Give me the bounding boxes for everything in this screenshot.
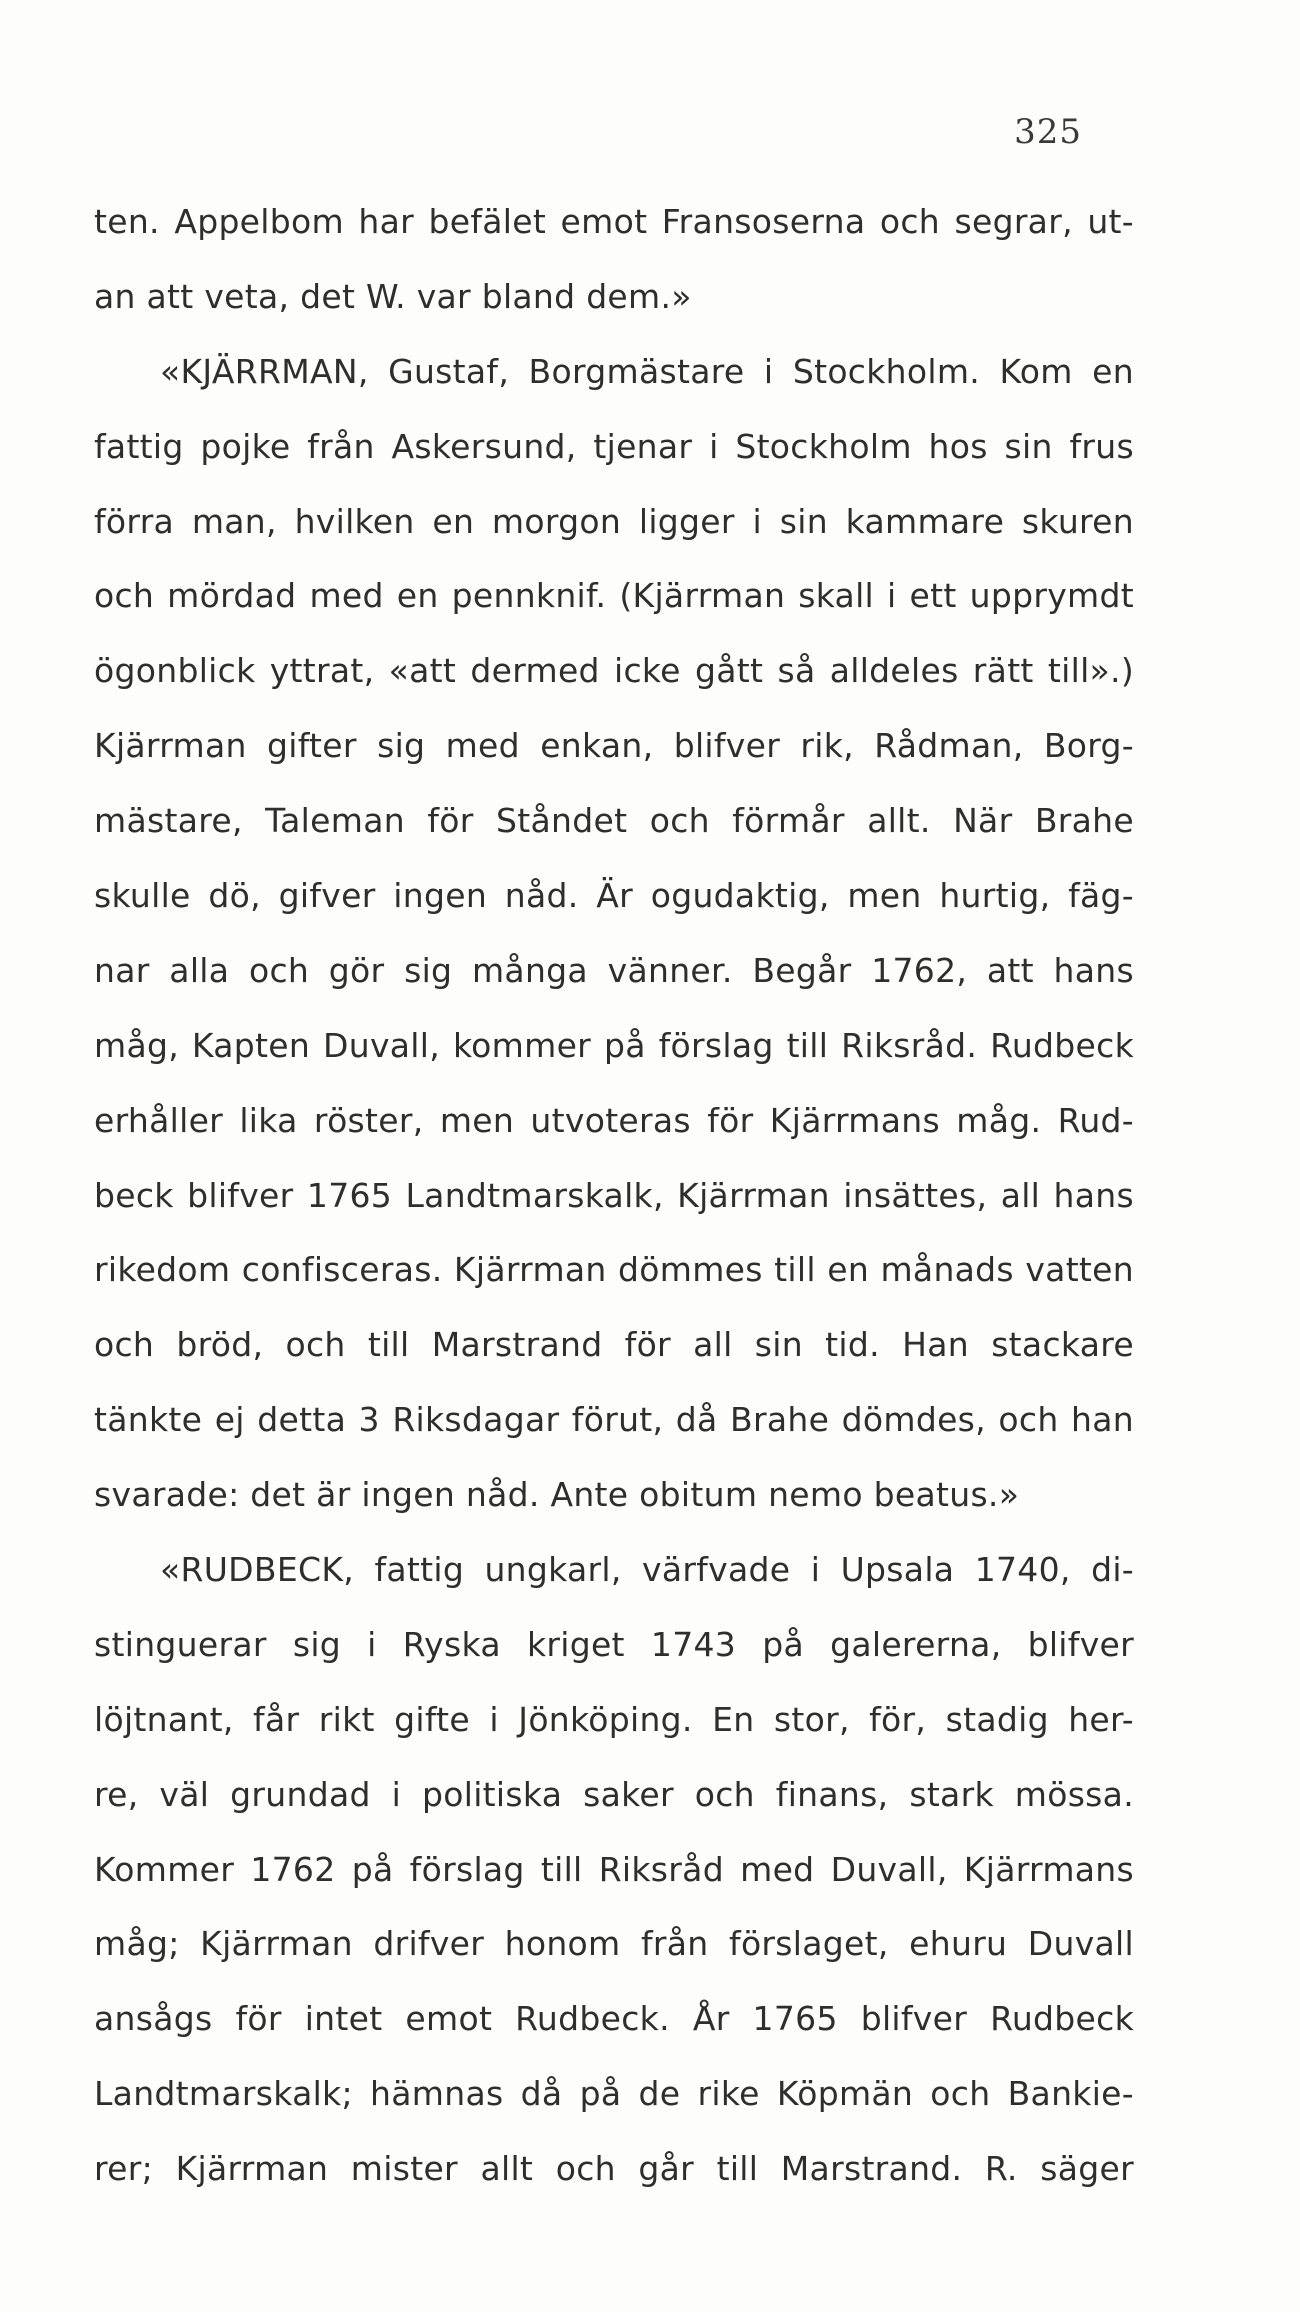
text-line: Kommer 1762 på förslag till Riksråd med Duvall, Kjärrmans	[94, 1849, 1134, 1889]
page-number: 325	[1014, 112, 1082, 152]
text-line: stinguerar sig i Ryska kriget 1743 på galererna, blifver	[94, 1624, 1134, 1664]
text-line: fattig pojke från Askersund, tjenar i Stockholm hos sin frus	[94, 426, 1134, 466]
text-line: mästare, Taleman för Ståndet och förmår allt. När Brahe	[94, 801, 1134, 841]
text-line: och mördad med en pennknif. (Kjärrman skall i ett upprymdt	[94, 576, 1134, 616]
text-line: Kjärrman gifter sig med enkan, blifver rik, Rådman, Borg-	[94, 726, 1134, 766]
text-line: tänkte ej detta 3 Riksdagar förut, då Brahe dömdes, och han	[94, 1400, 1134, 1440]
text-line: måg, Kapten Duvall, kommer på förslag till Riksråd. Rudbeck	[94, 1025, 1134, 1065]
text-line: re, väl grundad i politiska saker och finans, stark mössa.	[94, 1774, 1134, 1814]
text-line: löjtnant, får rikt gifte i Jönköping. En stor, för, stadig her-	[94, 1699, 1134, 1739]
text-line: skulle dö, gifver ingen nåd. Är ogudaktig, men hurtig, fäg-	[94, 876, 1134, 916]
text-line: rer; Kjärrman mister allt och går till Marstrand. R. säger	[94, 2149, 1134, 2189]
text-line: ögonblick yttrat, «att dermed icke gått så alldeles rätt till».)	[94, 651, 1134, 691]
body-text	[94, 185, 1134, 2207]
text-line: förra man, hvilken en morgon ligger i sin kammare skuren	[94, 501, 1134, 541]
text-line: erhåller lika röster, men utvoteras för Kjärrmans måg. Rud-	[94, 1100, 1134, 1140]
text-line: ansågs för intet emot Rudbeck. År 1765 blifver Rudbeck	[94, 1999, 1134, 2039]
text-line: rikedom confisceras. Kjärrman dömmes till en månads vatten	[94, 1250, 1134, 1290]
text-line: och bröd, och till Marstrand för all sin tid. Han stackare	[94, 1325, 1134, 1365]
text-line: «KJÄRRMAN, Gustaf, Borgmästare i Stockholm. Kom en	[160, 351, 1134, 391]
text-line: «RUDBECK, fattig ungkarl, värfvade i Upsala 1740, di-	[160, 1550, 1134, 1590]
text-line: ten. Appelbom har befälet emot Fransoserna och segrar, ut-	[94, 202, 1134, 241]
text-line: nar alla och gör sig många vänner. Begår 1762, att hans	[94, 950, 1134, 990]
text-line: måg; Kjärrman drifver honom från förslaget, ehuru Duvall	[94, 1924, 1134, 1964]
text-line: an att veta, det W. var bland dem.»	[94, 276, 692, 316]
text-line: svarade: det är ingen nåd. Ante obitum nemo beatus.»	[94, 1475, 1020, 1515]
text-line: beck blifver 1765 Landtmarskalk, Kjärrman insättes, all hans	[94, 1175, 1134, 1215]
text-line: Landtmarskalk; hämnas då på de rike Köpmän och Bankie-	[94, 2074, 1134, 2114]
